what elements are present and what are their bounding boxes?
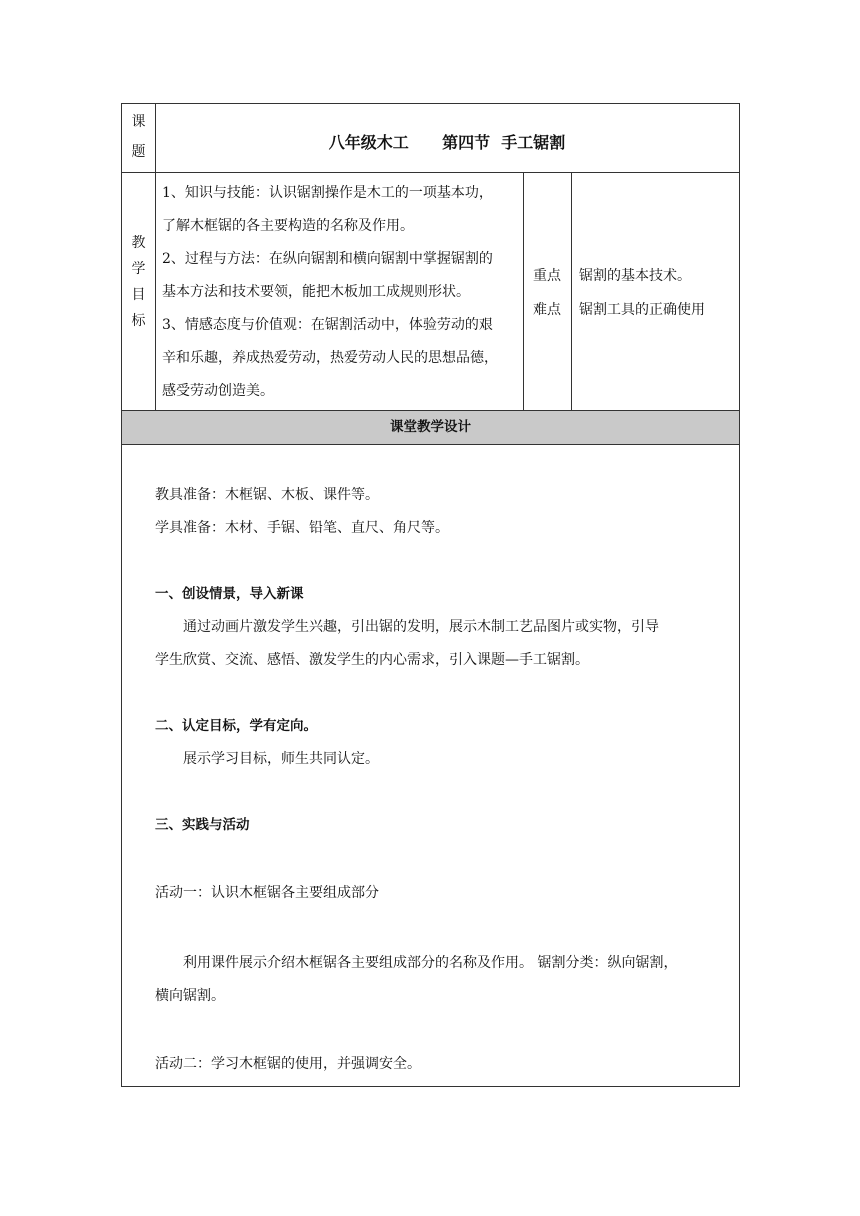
objective-line: 2、过程与方法：在纵向锯割和横向锯割中掌握锯割的 xyxy=(162,251,493,267)
difficulty-label: 难点 xyxy=(533,302,561,318)
section1-text: 学生欣赏、交流、感悟、激发学生的内心需求，引入课题—手工锯割。 xyxy=(155,652,589,668)
lesson-title: 八年级木工 第四节 手工锯割 xyxy=(328,133,566,152)
objective-line: 基本方法和技术要领，能把木板加工成规则形状。 xyxy=(162,284,470,300)
objective-line: 3、情感态度与价值观：在锯割活动中，体验劳动的艰 xyxy=(162,317,493,333)
objectives-label-char: 学 xyxy=(131,261,146,277)
divider xyxy=(155,172,156,410)
objectives-label-cell xyxy=(122,173,155,409)
subject-label-cell xyxy=(122,104,155,172)
difficulty-point: 锯割工具的正确使用 xyxy=(579,302,705,318)
activity1-title: 活动一：认识木框锯各主要组成部分 xyxy=(155,885,379,901)
key-difficulty-content-cell xyxy=(579,259,739,327)
objective-line: 了解木框锯的各主要构造的名称及作用。 xyxy=(162,218,414,234)
divider xyxy=(122,444,739,445)
activity1-text: 横向锯割。 xyxy=(155,988,225,1004)
student-prep: 学具准备：木材、手锯、铅笔、直尺、角尺等。 xyxy=(155,520,449,536)
objectives-label-char: 标 xyxy=(131,313,146,329)
lesson-plan-table xyxy=(121,103,740,1087)
design-band xyxy=(122,411,739,444)
section3-heading: 三、实践与活动 xyxy=(155,817,250,833)
section2-heading: 二、认定目标，学有定向。 xyxy=(155,718,317,734)
section1-heading: 一、创设情景，导入新课 xyxy=(155,586,304,602)
key-point: 锯割的基本技术。 xyxy=(579,268,691,284)
section2-text: 展示学习目标，师生共同认定。 xyxy=(183,751,379,767)
activity2-title: 活动二：学习木框锯的使用，并强调安全。 xyxy=(155,1056,421,1072)
objectives-text xyxy=(162,177,524,408)
design-body xyxy=(155,479,725,1081)
teacher-prep: 教具准备：木框锯、木板、课件等。 xyxy=(155,487,379,503)
subject-label-char: 题 xyxy=(131,144,146,160)
key-difficulty-label-cell xyxy=(523,259,571,327)
objectives-label-char: 教 xyxy=(131,235,146,251)
section1-text: 通过动画片激发学生兴趣，引出锯的发明，展示木制工艺品图片或实物，引导 xyxy=(183,619,659,635)
activity1-text: 利用课件展示介绍木框锯各主要组成部分的名称及作用。 锯割分类：纵向锯割， xyxy=(183,955,678,971)
divider xyxy=(122,172,739,173)
objectives-label-char: 目 xyxy=(131,287,146,303)
key-label: 重点 xyxy=(533,268,561,284)
subject-label-char: 课 xyxy=(131,114,146,130)
divider xyxy=(571,172,572,410)
design-band-title: 课堂教学设计 xyxy=(390,419,471,435)
objective-line: 感受劳动创造美。 xyxy=(162,383,274,399)
objective-line: 辛和乐趣，养成热爱劳动，热爱劳动人民的思想品德， xyxy=(162,350,498,366)
objective-line: 1、知识与技能：认识锯割操作是木工的一项基本功， xyxy=(162,185,493,201)
